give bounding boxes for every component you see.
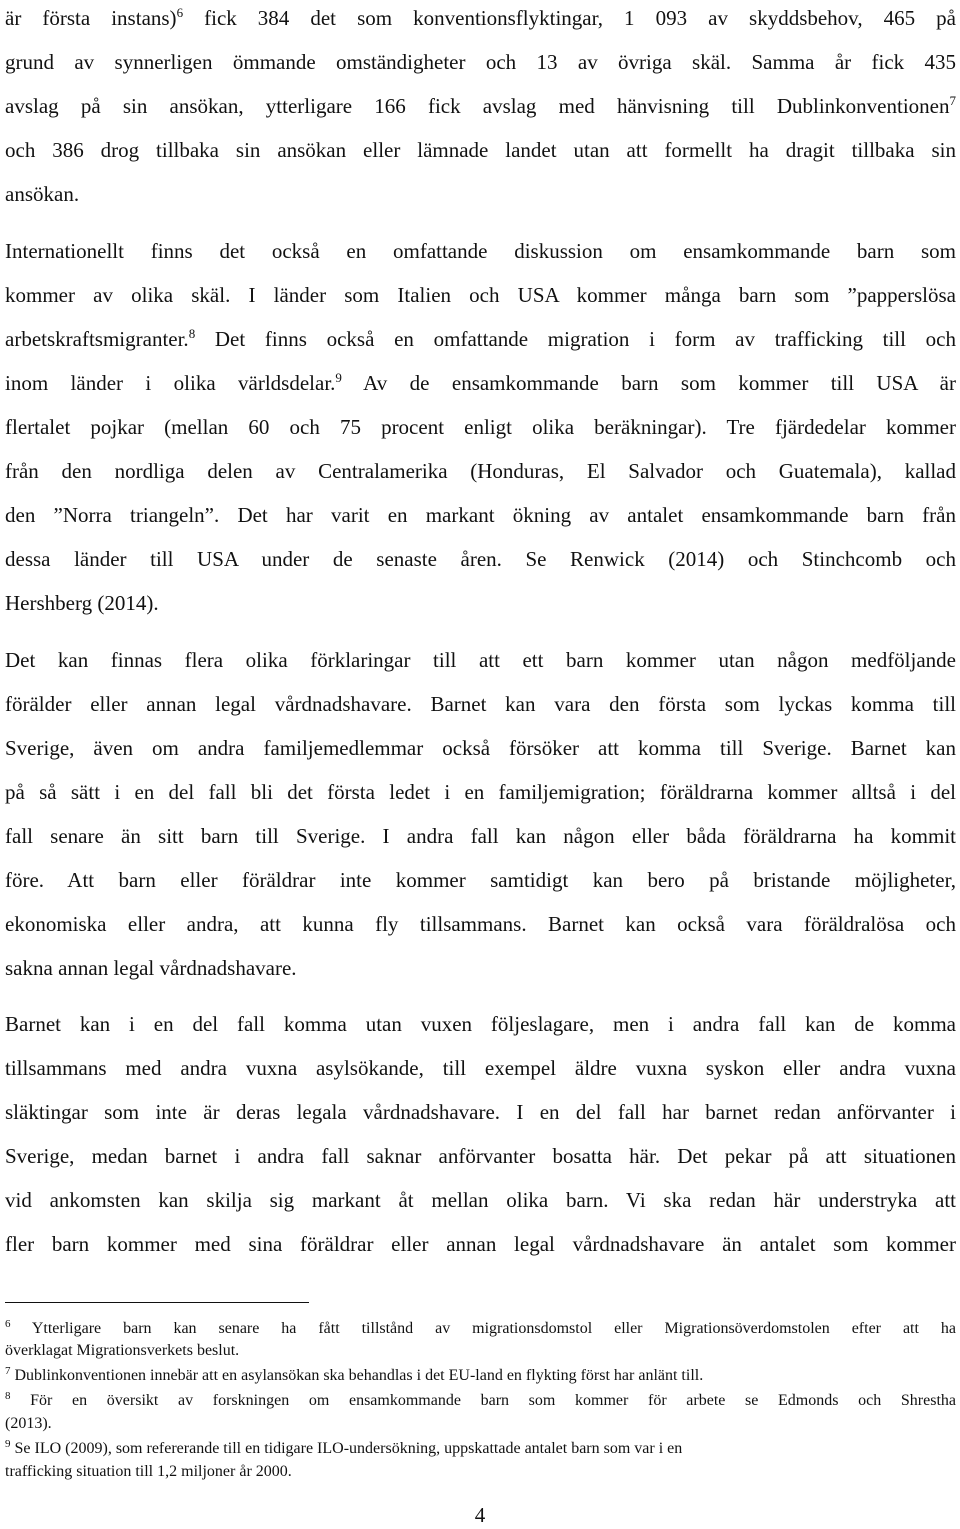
text-line: är första instans)$^6$ fick 384 det som konventionsflyktingar, 1 093 av skyddsbehov, 465 på	[5, 5, 956, 30]
text-line: sakna annan legal vårdnadshavare.	[5, 956, 297, 980]
text-line: Sverige, medan barnet i andra fall saknar anförvanter bosatta här. Det pekar på att situationen	[5, 1144, 956, 1168]
text-line: ekonomiska eller andra, att kunna fly tillsammans. Barnet kan också vara föräldralösa och	[5, 912, 956, 936]
text-line: från den nordliga delen av Centralamerika (Honduras, El Salvador och Guatemala), kallad	[5, 459, 956, 483]
document-page: är första instans)$^6$ fick 384 det som konventionsflyktingar, 1 093 av skyddsbehov, 465 på grund av synnerligen ömmande omständigheter och 13 av övriga skäl. Samma år fick 435 avslag på sin ansökan, ytterligare 166 fick avslag med hänvisning till Dublinkonventionen$^7$ och 386 drog tillbaka sin ansökan eller lämnade landet utan att formellt ha dragit tillbaka sin ansökan. Internationellt finns det också en omfattande diskussion om ensamkommande barn som kommer av olika skäl. I länder som Italien och USA kommer många barn som ”papperslösa arbetskraftsmigranter.$^8$ Det finns också en omfattande migration i form av trafficking till och inom länder i olika världsdelar.$^9$ Av de ensamkommande barn som kommer till USA är flertalet pojkar (mellan 60 och 75 procent enligt olika beräkningar). Tre fjärdedelar kommer från den nordliga delen av Centralamerika (Honduras, El Salvador och Guatemala), kallad den ”Norra triangeln”. Det har varit en markant ökning av antalet ensamkommande barn från dessa länder till USA under de senaste åren. Se Renwick (2014) och Stinchcomb och Hershberg (2014). Det kan finnas flera olika förklaringar till att ett barn kommer utan någon medföljande förälder eller annan legal vårdnadshavare. Barnet kan vara den första som lyckas komma till Sverige, även om andra familjemedlemmar också försöker att komma till Sverige. Barnet kan på så sätt i en del fall bli det första ledet i en familjemigration; föräldrarna kommer alltså i del fall senare än sitt barn till Sverige. I andra fall kan någon eller båda föräldrarna ha kommit före. Att barn eller föräldrar inte kommer samtidigt kan bero på bristande möjligheter, ekonomiska eller andra, att kunna fly tillsammans. Barnet kan också vara föräldralösa och sakna annan legal vårdnadshavare. Barnet kan i en del fall komma utan vuxen följeslagare, men i andra fall kan de komma tillsammans med andra vuxna asylsökande, till exempel äldre vuxna syskon eller andra vuxna släktingar som inte är deras legala vårdnadshavare. I en del fall har barnet redan anförvanter i Sverige, medan barnet i andra fall saknar anförvanter bosatta här. Det pekar på att situationen vid ankomsten kan skilja sig markant åt mellan olika barn. Vi ska redan här understryka att fler barn kommer med sina föräldrar eller annan legal vårdnadshavare än antalet som kommer $^6$ Ytterligare barn kan senare ha fått tillstånd av migrationsdomstol eller Migrationsöverdomstolen efter att ha överklagat Migrationsverkets beslut. $^7$ Dublinkonventionen innebär att en asylansökan ska behandlas i det EU-land en flykting först har anlänt till. $^8$ För en översikt av forskningen om ensamkommande barn som kommer för arbete se Edmonds och Shrestha (2013). $^9$ Se ILO (2009), som refererande till en tidigare ILO-undersökning, uppskattade antalet barn som var i en trafficking situation till 1,2 miljoner år 2000. 4	[0, 0, 960, 1529]
text-line: avslag på sin ansökan, ytterligare 166 fick avslag med hänvisning till Dublinkonventionen$^7$	[5, 93, 956, 118]
text-line: grund av synnerligen ömmande omständigheter och 13 av övriga skäl. Samma år fick 435	[5, 50, 956, 74]
text-line: ansökan.	[5, 182, 80, 206]
text-line: den ”Norra triangeln”. Det har varit en markant ökning av antalet ensamkommande barn från	[5, 503, 956, 527]
text-line: fler barn kommer med sina föräldrar eller annan legal vårdnadshavare än antalet som kommer	[5, 1232, 956, 1256]
text-line: på så sätt i en del fall bli det första ledet i en familjemigration; föräldrarna kommer alltså i del	[5, 780, 956, 804]
text-line: inom länder i olika världsdelar.$^9$ Av de ensamkommande barn som kommer till USA är	[5, 370, 956, 395]
text-line: och 386 drog tillbaka sin ansökan eller lämnade landet utan att formellt ha dragit tillbaka sin	[5, 138, 956, 162]
text-line: arbetskraftsmigranter.$^8$ Det finns också en omfattande migration i form av trafficking till och	[5, 326, 956, 351]
footnote-ref-8[interactable]: 8	[188, 326, 196, 341]
page-number: 4	[474, 1503, 486, 1527]
text-line: kommer av olika skäl. I länder som Italien och USA kommer många barn som ”papperslösa	[5, 283, 956, 307]
footnote-number: 6	[5, 1318, 11, 1330]
text-line: Sverige, även om andra familjemedlemmar också försöker att komma till Sverige. Barnet kan	[5, 736, 956, 760]
text-line: vid ankomsten kan skilja sig markant åt mellan olika barn. Vi ska redan här understryka att	[5, 1188, 956, 1212]
text-line: Hershberg (2014).	[5, 591, 159, 615]
text-line: släktingar som inte är deras legala vårdnadshavare. I en del fall har barnet redan anförvanter i	[5, 1100, 956, 1124]
footnote-number: 8	[5, 1390, 11, 1402]
footnote-ref-9[interactable]: 9	[335, 370, 342, 385]
footnote-ref-7[interactable]: 7	[949, 93, 956, 108]
footnote-ref-6[interactable]: 6	[176, 5, 184, 20]
text-line: dessa länder till USA under de senaste åren. Se Renwick (2014) och Stinchcomb och	[5, 547, 956, 571]
text-line: tillsammans med andra vuxna asylsökande, till exempel äldre vuxna syskon eller andra vuxna	[5, 1056, 956, 1080]
text-line: fall senare än sitt barn till Sverige. I andra fall kan någon eller båda föräldrarna ha kommit	[5, 824, 956, 848]
footnote-number: 7	[5, 1365, 11, 1377]
text-line: Det kan finnas flera olika förklaringar till att ett barn kommer utan någon medföljande	[5, 648, 956, 672]
footnote-number: 9	[5, 1438, 11, 1450]
text-line: Barnet kan i en del fall komma utan vuxen följeslagare, men i andra fall kan de komma	[5, 1012, 956, 1036]
footnote-separator	[5, 1302, 309, 1303]
text-line: flertalet pojkar (mellan 60 och 75 procent enligt olika beräkningar). Tre fjärdedelar kommer	[5, 415, 956, 439]
text-line: förälder eller annan legal vårdnadshavare. Barnet kan vara den första som lyckas komma till	[5, 692, 956, 716]
text-line: före. Att barn eller föräldrar inte kommer samtidigt kan bero på bristande möjligheter,	[5, 868, 956, 892]
text-line: Internationellt finns det också en omfattande diskussion om ensamkommande barn som	[5, 239, 956, 263]
